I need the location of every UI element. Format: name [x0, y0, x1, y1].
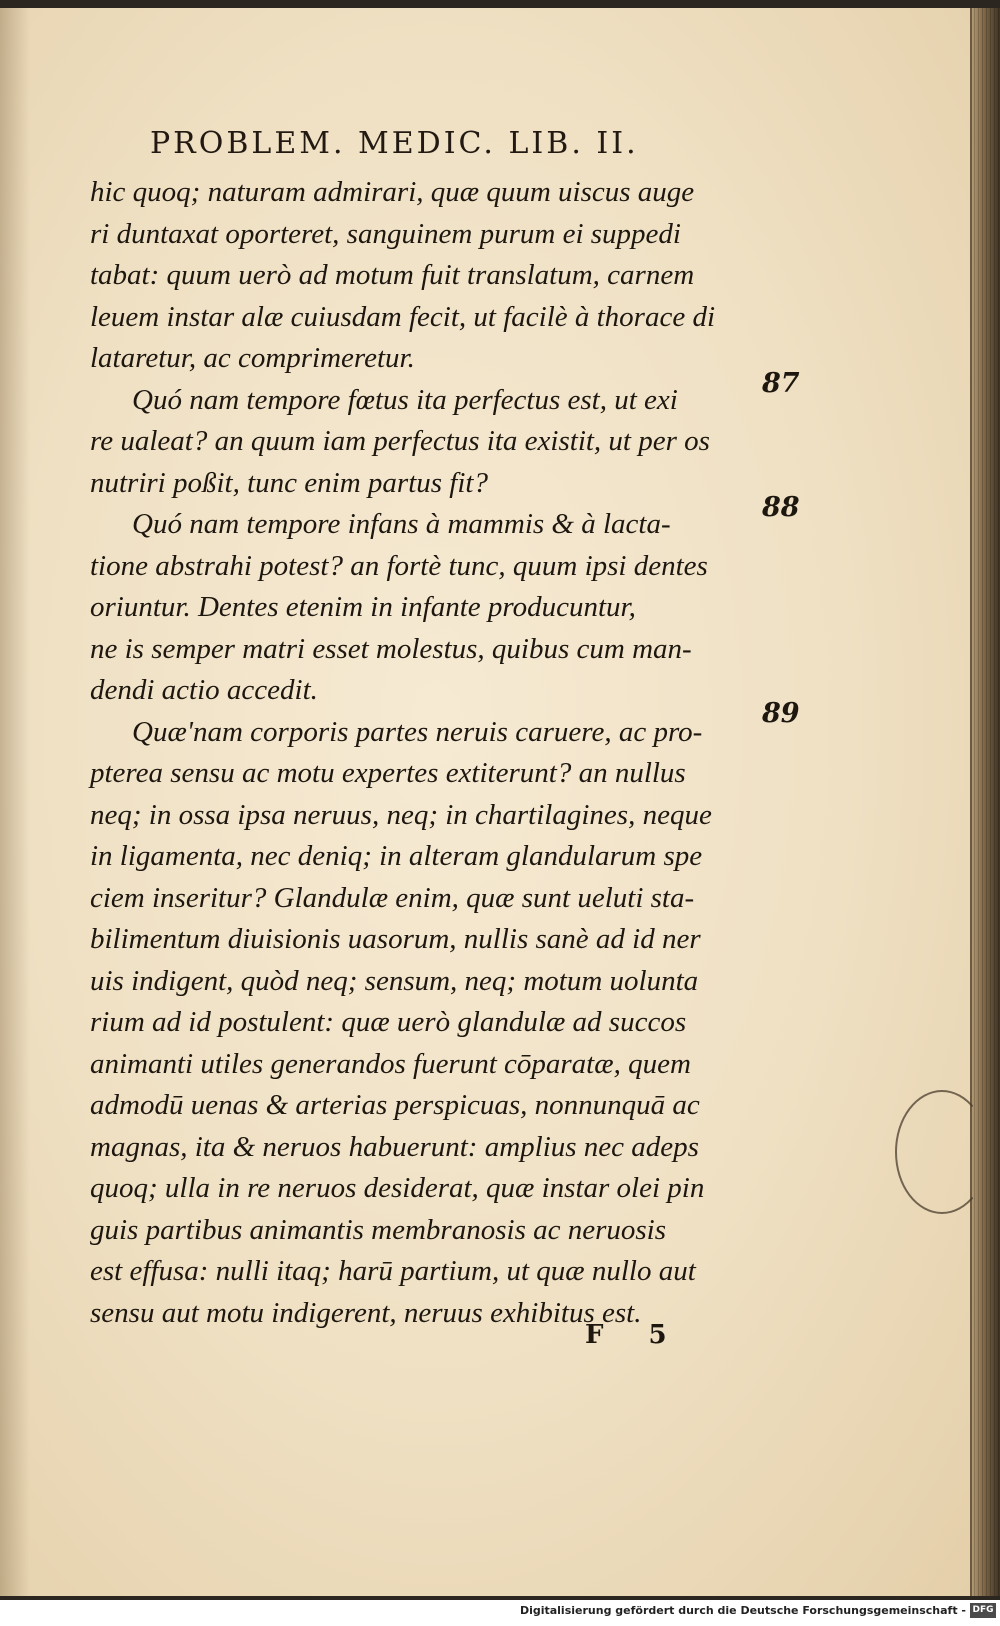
text-line: pterea sensu ac motu expertes extiterunt? an nullus — [90, 757, 686, 789]
marginal-number-88: 88 — [762, 492, 800, 523]
text-line: tione abstrahi potest? an fortè tunc, quum ipsi dentes — [90, 549, 708, 582]
text-line: re ualeat? an quum iam perfectus ita existit, ut per os — [90, 425, 710, 457]
text-line: ri duntaxat oporteret, sanguinem purum ei suppedi — [90, 217, 681, 250]
text-line: bilimentum diuisionis uasorum, nullis sanè ad id ner — [90, 923, 701, 955]
digitization-credit: Digitalisierung gefördert durch die Deutsche Forschungsgemeinschaft - — [519, 1604, 966, 1617]
text-line: ne is semper matri esset molestus, quibus cum man- — [90, 632, 692, 665]
dfg-logo-icon: DFG — [970, 1603, 996, 1618]
text-line: uis indigent, quòd neq; sensum, neq; motum uolunta — [90, 964, 699, 997]
text-line: ciem inseritur? Glandulæ enim, quæ sunt ueluti sta- — [90, 881, 695, 914]
text-line: hic quoq; naturam admirari, quæ quum uiscus auge — [90, 176, 695, 208]
text-line: Quó nam tempore fœtus ita perfectus est, ut exi — [132, 383, 678, 416]
text-line: sensu aut motu indigerent, neruus exhibitus est. — [90, 1296, 642, 1329]
text-line: magnas, ita & neruos habuerunt: amplius nec adeps — [90, 1130, 699, 1163]
text-line: neq; in ossa ipsa neruus, neq; in chartilagines, neque — [90, 798, 712, 831]
text-line: dendi actio accedit. — [90, 674, 318, 706]
text-line: rium ad id postulent: quæ uerò glandulæ ad succos — [90, 1006, 687, 1038]
text-line: nutriri poßit, tunc enim partus fit? — [90, 466, 488, 499]
text-line: lataretur, ac comprimeretur. — [90, 342, 415, 374]
text-line: tabat: quum uerò ad motum fuit translatum, carnem — [90, 259, 695, 291]
signature-mark: F 5 — [585, 1320, 685, 1350]
text-line: est effusa: nulli itaq; harū partium, ut quæ nullo aut — [90, 1255, 696, 1287]
marginal-number-87: 87 — [762, 368, 800, 399]
marginal-number-89: 89 — [762, 698, 800, 729]
text-line: Quæ'nam corporis partes neruis caruere, ac pro- — [132, 715, 703, 748]
running-header: PROBLEM. MEDIC. LIB. II. — [150, 126, 639, 161]
body-text — [90, 172, 740, 1334]
text-line: quoq; ulla in re neruos desiderat, quæ instar olei pin — [90, 1172, 705, 1204]
text-line: in ligamenta, nec deniq; in alteram glandularum spe — [90, 840, 703, 872]
text-line: oriuntur. Dentes etenim in infante producuntur, — [90, 591, 636, 623]
text-line: admodū uenas & arterias perspicuas, nonnunquā ac — [90, 1089, 700, 1121]
text-line: animanti utiles generandos fuerunt cōparatæ, quem — [90, 1047, 691, 1080]
text-line: Quó nam tempore infans à mammis & à lacta- — [132, 508, 671, 540]
text-line: guis partibus animantis membranosis ac neruosis — [90, 1213, 667, 1246]
page-clip-mark — [895, 1090, 989, 1214]
text-line: leuem instar alæ cuiusdam fecit, ut facilè à thorace di — [90, 300, 716, 333]
